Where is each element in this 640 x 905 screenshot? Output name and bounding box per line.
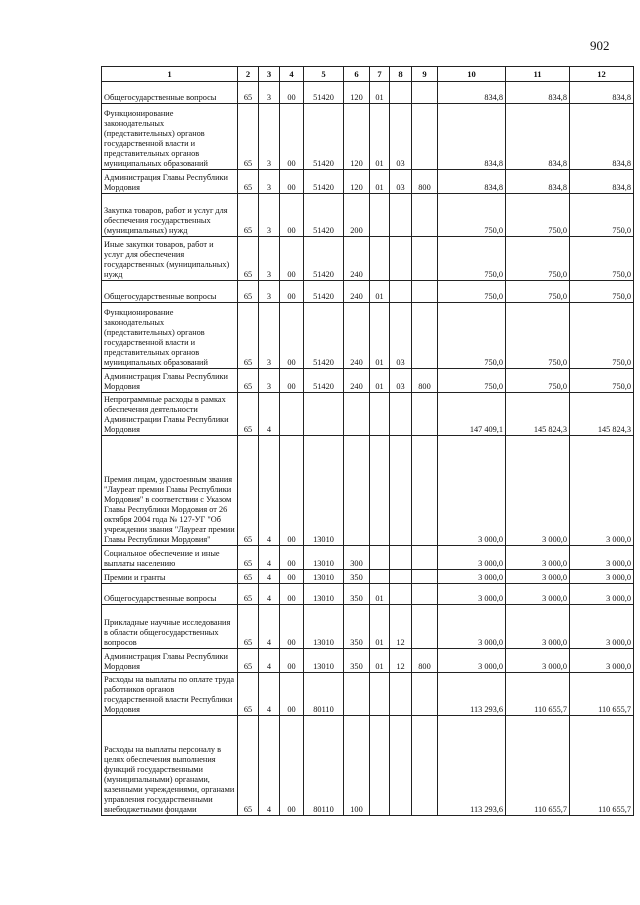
cell-col-6 [344,673,370,716]
cell-col-10: 834,8 [438,170,506,194]
table-body [102,82,634,816]
row-name-cell: Общегосударственные вопросы [102,82,238,104]
column-header-2: 2 [238,67,259,82]
cell-col-10: 3 000,0 [438,436,506,546]
cell-col-2: 65 [238,82,259,104]
cell-col-11: 750,0 [506,303,570,369]
cell-col-8 [390,436,412,546]
cell-col-5: 80110 [304,673,344,716]
cell-col-9 [412,281,438,303]
cell-col-11: 3 000,0 [506,605,570,649]
cell-col-8 [390,673,412,716]
cell-col-12: 750,0 [570,281,634,303]
cell-col-9 [412,393,438,436]
row-name-cell: Функционирование законодательных (представительных) органов государственной власти и представительных органов муниципальных образований [102,303,238,369]
table-row [102,82,634,104]
cell-col-11: 3 000,0 [506,649,570,673]
cell-col-2: 65 [238,546,259,570]
column-header-7: 7 [370,67,390,82]
cell-col-8 [390,237,412,281]
cell-col-12: 3 000,0 [570,570,634,584]
cell-col-3: 4 [259,436,280,546]
cell-col-4: 00 [280,170,304,194]
cell-col-7 [370,716,390,816]
cell-col-5: 13010 [304,436,344,546]
row-name-cell: Социальное обеспечение и иные выплаты населению [102,546,238,570]
cell-col-2: 65 [238,194,259,237]
table-row [102,194,634,237]
cell-col-11: 750,0 [506,369,570,393]
cell-col-7 [370,673,390,716]
cell-col-8: 03 [390,170,412,194]
table-row [102,170,634,194]
cell-col-5: 51420 [304,104,344,170]
cell-col-2: 65 [238,673,259,716]
cell-col-9 [412,570,438,584]
cell-col-5: 51420 [304,281,344,303]
cell-col-9: 800 [412,170,438,194]
cell-col-6: 300 [344,546,370,570]
cell-col-8: 03 [390,369,412,393]
cell-col-4: 00 [280,584,304,605]
cell-col-11: 3 000,0 [506,436,570,546]
cell-col-9 [412,194,438,237]
cell-col-10: 834,8 [438,104,506,170]
cell-col-11: 834,8 [506,104,570,170]
cell-col-5: 51420 [304,170,344,194]
table-row [102,237,634,281]
cell-col-9: 800 [412,649,438,673]
cell-col-3: 3 [259,281,280,303]
budget-table [101,66,634,816]
row-name-cell: Администрация Главы Республики Мордовия [102,369,238,393]
cell-col-5: 13010 [304,584,344,605]
cell-col-6: 120 [344,104,370,170]
row-name-cell: Премии и гранты [102,570,238,584]
cell-col-6: 200 [344,194,370,237]
cell-col-6: 350 [344,605,370,649]
cell-col-3: 4 [259,584,280,605]
column-header-1: 1 [102,67,238,82]
cell-col-3: 4 [259,649,280,673]
row-name-cell: Прикладные научные исследования в области общегосударственных вопросов [102,605,238,649]
table-row [102,369,634,393]
cell-col-8: 12 [390,649,412,673]
cell-col-8 [390,716,412,816]
cell-col-2: 65 [238,716,259,816]
column-header-5: 5 [304,67,344,82]
cell-col-9 [412,303,438,369]
cell-col-10: 750,0 [438,237,506,281]
cell-col-3: 4 [259,605,280,649]
cell-col-4: 00 [280,82,304,104]
cell-col-12: 750,0 [570,237,634,281]
cell-col-7 [370,570,390,584]
cell-col-11: 834,8 [506,170,570,194]
cell-col-7: 01 [370,303,390,369]
cell-col-4 [280,393,304,436]
cell-col-4: 00 [280,716,304,816]
cell-col-4: 00 [280,303,304,369]
cell-col-4: 00 [280,673,304,716]
cell-col-2: 65 [238,281,259,303]
table-row [102,281,634,303]
cell-col-10: 147 409,1 [438,393,506,436]
cell-col-9 [412,673,438,716]
cell-col-5: 13010 [304,649,344,673]
cell-col-7 [370,546,390,570]
cell-col-6: 120 [344,170,370,194]
cell-col-5 [304,393,344,436]
cell-col-11: 3 000,0 [506,570,570,584]
cell-col-7 [370,237,390,281]
cell-col-10: 750,0 [438,369,506,393]
cell-col-8: 03 [390,303,412,369]
cell-col-6: 350 [344,570,370,584]
cell-col-7 [370,393,390,436]
cell-col-8 [390,570,412,584]
table-row [102,436,634,546]
cell-col-10: 113 293,6 [438,673,506,716]
cell-col-3: 4 [259,546,280,570]
cell-col-7 [370,436,390,546]
cell-col-8: 03 [390,104,412,170]
cell-col-11: 110 655,7 [506,716,570,816]
cell-col-9 [412,584,438,605]
table-row [102,673,634,716]
cell-col-11: 110 655,7 [506,673,570,716]
row-name-cell: Непрограммные расходы в рамках обеспечения деятельности Администрации Главы Республики Мордовия [102,393,238,436]
cell-col-4: 00 [280,605,304,649]
column-header-8: 8 [390,67,412,82]
cell-col-9 [412,546,438,570]
cell-col-11: 3 000,0 [506,584,570,605]
cell-col-11: 834,8 [506,82,570,104]
cell-col-4: 00 [280,570,304,584]
row-name-cell: Администрация Главы Республики Мордовия [102,649,238,673]
cell-col-6: 100 [344,716,370,816]
column-header-9: 9 [412,67,438,82]
cell-col-12: 750,0 [570,369,634,393]
cell-col-8 [390,281,412,303]
cell-col-10: 750,0 [438,194,506,237]
column-header-3: 3 [259,67,280,82]
cell-col-6: 350 [344,649,370,673]
cell-col-9 [412,605,438,649]
cell-col-2: 65 [238,104,259,170]
column-header-4: 4 [280,67,304,82]
cell-col-10: 3 000,0 [438,546,506,570]
cell-col-5: 51420 [304,194,344,237]
cell-col-12: 3 000,0 [570,546,634,570]
cell-col-11: 750,0 [506,194,570,237]
cell-col-6: 240 [344,281,370,303]
row-name-cell: Иные закупки товаров, работ и услуг для обеспечения государственных (муниципальных) нужд [102,237,238,281]
cell-col-12: 3 000,0 [570,584,634,605]
column-header-10: 10 [438,67,506,82]
cell-col-2: 65 [238,436,259,546]
cell-col-10: 834,8 [438,82,506,104]
cell-col-3: 3 [259,82,280,104]
cell-col-9: 800 [412,369,438,393]
cell-col-3: 3 [259,170,280,194]
cell-col-8 [390,584,412,605]
cell-col-11: 750,0 [506,281,570,303]
cell-col-2: 65 [238,649,259,673]
cell-col-9 [412,237,438,281]
cell-col-12: 834,8 [570,170,634,194]
row-name-cell: Функционирование законодательных (представительных) органов государственной власти и представительных органов муниципальных образований [102,104,238,170]
cell-col-12: 834,8 [570,104,634,170]
cell-col-2: 65 [238,584,259,605]
cell-col-6: 240 [344,369,370,393]
page-number: 902 [590,38,610,53]
cell-col-12: 145 824,3 [570,393,634,436]
cell-col-3: 4 [259,716,280,816]
row-name-cell: Премия лицам, удостоенным звания "Лауреат премии Главы Республики Мордовия" в соответствии с Указом Главы Республики Мордовия от 26 октября 2004 года № 127-УГ "Об учреждении звания "Лауреат премии Главы Республики Мордовия" [102,436,238,546]
cell-col-10: 3 000,0 [438,605,506,649]
cell-col-4: 00 [280,237,304,281]
cell-col-9 [412,716,438,816]
cell-col-2: 65 [238,393,259,436]
table-row [102,303,634,369]
table-row [102,393,634,436]
cell-col-3: 3 [259,369,280,393]
cell-col-12: 750,0 [570,194,634,237]
row-name-cell: Расходы на выплаты персоналу в целях обеспечения выполнения функций государственными (муниципальными) органами, казенными учреждениями, органами управления государственными внебюджетными фондами [102,716,238,816]
cell-col-3: 3 [259,237,280,281]
cell-col-3: 3 [259,303,280,369]
cell-col-11: 3 000,0 [506,546,570,570]
cell-col-8 [390,546,412,570]
cell-col-3: 3 [259,194,280,237]
cell-col-5: 51420 [304,303,344,369]
cell-col-9 [412,104,438,170]
cell-col-7 [370,194,390,237]
cell-col-7: 01 [370,170,390,194]
cell-col-6: 240 [344,237,370,281]
table-row [102,570,634,584]
cell-col-2: 65 [238,170,259,194]
cell-col-7: 01 [370,584,390,605]
cell-col-10: 750,0 [438,303,506,369]
cell-col-8: 12 [390,605,412,649]
row-name-cell: Закупка товаров, работ и услуг для обеспечения государственных (муниципальных) нужд [102,194,238,237]
cell-col-2: 65 [238,237,259,281]
cell-col-11: 145 824,3 [506,393,570,436]
row-name-cell: Администрация Главы Республики Мордовия [102,170,238,194]
cell-col-5: 51420 [304,237,344,281]
cell-col-5: 51420 [304,82,344,104]
table-row [102,605,634,649]
cell-col-8 [390,82,412,104]
cell-col-2: 65 [238,303,259,369]
cell-col-7: 01 [370,369,390,393]
cell-col-10: 3 000,0 [438,584,506,605]
cell-col-3: 4 [259,570,280,584]
cell-col-10: 113 293,6 [438,716,506,816]
cell-col-10: 750,0 [438,281,506,303]
cell-col-12: 110 655,7 [570,673,634,716]
row-name-cell: Общегосударственные вопросы [102,281,238,303]
cell-col-5: 13010 [304,570,344,584]
cell-col-2: 65 [238,369,259,393]
cell-col-5: 51420 [304,369,344,393]
cell-col-12: 834,8 [570,82,634,104]
table-row [102,104,634,170]
table-row [102,649,634,673]
table-row [102,716,634,816]
cell-col-5: 80110 [304,716,344,816]
row-name-cell: Общегосударственные вопросы [102,584,238,605]
cell-col-6 [344,436,370,546]
cell-col-3: 3 [259,104,280,170]
cell-col-4: 00 [280,369,304,393]
column-header-6: 6 [344,67,370,82]
column-header-11: 11 [506,67,570,82]
cell-col-12: 110 655,7 [570,716,634,816]
cell-col-12: 3 000,0 [570,649,634,673]
cell-col-6: 240 [344,303,370,369]
cell-col-7: 01 [370,82,390,104]
cell-col-8 [390,194,412,237]
cell-col-5: 13010 [304,546,344,570]
cell-col-5: 13010 [304,605,344,649]
cell-col-11: 750,0 [506,237,570,281]
cell-col-6 [344,393,370,436]
row-name-cell: Расходы на выплаты по оплате труда работников органов государственной власти Республики Мордовия [102,673,238,716]
cell-col-7: 01 [370,605,390,649]
cell-col-9 [412,436,438,546]
cell-col-4: 00 [280,436,304,546]
cell-col-12: 3 000,0 [570,436,634,546]
column-header-12: 12 [570,67,634,82]
cell-col-2: 65 [238,605,259,649]
cell-col-10: 3 000,0 [438,649,506,673]
cell-col-4: 00 [280,281,304,303]
cell-col-4: 00 [280,546,304,570]
cell-col-6: 350 [344,584,370,605]
cell-col-7: 01 [370,281,390,303]
cell-col-9 [412,82,438,104]
cell-col-4: 00 [280,194,304,237]
cell-col-4: 00 [280,649,304,673]
cell-col-7: 01 [370,104,390,170]
table-row [102,584,634,605]
cell-col-10: 3 000,0 [438,570,506,584]
cell-col-4: 00 [280,104,304,170]
table-row [102,546,634,570]
cell-col-6: 120 [344,82,370,104]
cell-col-3: 4 [259,393,280,436]
cell-col-12: 750,0 [570,303,634,369]
cell-col-12: 3 000,0 [570,605,634,649]
cell-col-7: 01 [370,649,390,673]
cell-col-2: 65 [238,570,259,584]
cell-col-3: 4 [259,673,280,716]
cell-col-8 [390,393,412,436]
table-header-row [102,67,634,82]
